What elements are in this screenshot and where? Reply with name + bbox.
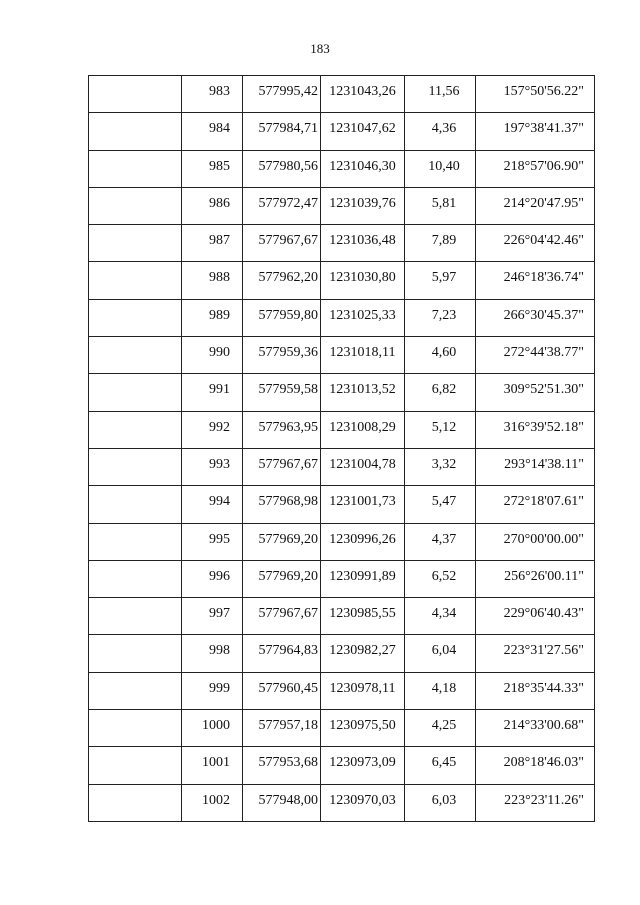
empty-cell [89,225,182,262]
x-coordinate-value: 577948,00 [258,792,318,808]
point-number-value: 983 [209,84,230,99]
point-number-value: 995 [209,531,230,547]
y-coordinate-value: 1231004,78 [329,456,396,472]
x-coordinate-cell [243,187,321,224]
direction-angle-cell [476,225,595,262]
direction-angle-cell [476,150,595,187]
point-number-value: 1002 [202,792,230,808]
direction-angle-value: 272°44'38.77" [503,345,584,361]
distance-cell [405,784,476,821]
point-number-cell [182,710,243,747]
y-coordinate-cell [321,187,405,224]
x-coordinate-value: 577969,20 [258,568,318,584]
direction-angle-value: 270°00'00.00" [503,531,584,547]
y-coordinate-cell [321,411,405,448]
direction-angle-value: 229°06'40.43" [503,606,584,622]
direction-angle-value: 272°18'07.61" [503,494,584,510]
direction-angle-cell [476,448,595,485]
point-number-cell [182,299,243,336]
direction-angle-value: 197°38'41.37" [503,121,584,137]
table-row [89,672,595,709]
direction-angle-value: 223°23'11.26" [504,792,584,808]
x-coordinate-value: 577959,80 [258,307,318,323]
empty-cell [89,113,182,150]
empty-cell [89,411,182,448]
distance-value: 6,52 [431,568,457,584]
y-coordinate-value: 1230975,50 [329,718,396,734]
empty-cell [89,635,182,672]
x-coordinate-cell [243,598,321,635]
table-row [89,448,595,485]
distance-value: 7,23 [431,307,457,323]
table-row [89,150,595,187]
y-coordinate-value: 1231008,29 [329,419,396,435]
coordinates-table [88,75,595,822]
distance-value: 5,12 [431,419,457,435]
table-row [89,187,595,224]
distance-cell [405,523,476,560]
point-number-value: 1001 [202,755,230,771]
y-coordinate-value: 1230996,26 [329,531,396,547]
direction-angle-cell [476,76,595,113]
empty-cell [89,598,182,635]
distance-cell [405,262,476,299]
y-coordinate-cell [321,710,405,747]
y-coordinate-value: 1230985,55 [329,606,396,622]
empty-cell [89,76,182,113]
direction-angle-value: 309°52'51.30" [503,382,584,398]
point-number-cell [182,784,243,821]
direction-angle-cell [476,411,595,448]
x-coordinate-value: 577959,36 [258,345,318,361]
y-coordinate-value: 1231047,62 [329,121,396,137]
y-coordinate-cell [321,523,405,560]
distance-value: 4,37 [431,531,457,547]
x-coordinate-cell [243,523,321,560]
table-row [89,747,595,784]
table-row [89,635,595,672]
point-number-cell [182,747,243,784]
point-number-value: 987 [209,233,230,249]
y-coordinate-cell [321,747,405,784]
distance-cell [405,150,476,187]
x-coordinate-value: 577984,71 [258,121,318,137]
direction-angle-value: 246°18'36.74" [503,270,584,286]
table-row [89,486,595,523]
distance-cell [405,76,476,113]
distance-cell [405,710,476,747]
direction-angle-cell [476,486,595,523]
distance-value: 4,36 [431,121,457,137]
point-number-cell [182,76,243,113]
x-coordinate-cell [243,374,321,411]
x-coordinate-cell [243,635,321,672]
x-coordinate-value: 577980,56 [258,158,318,174]
x-coordinate-value: 577962,20 [258,270,318,286]
empty-cell [89,560,182,597]
table-row [89,374,595,411]
y-coordinate-cell [321,672,405,709]
direction-angle-value: 214°33'00.68" [503,718,584,734]
x-coordinate-cell [243,225,321,262]
distance-cell [405,113,476,150]
distance-value: 4,25 [431,718,457,734]
point-number-cell [182,374,243,411]
y-coordinate-value: 1230991,89 [329,568,396,584]
point-number-value: 994 [209,494,230,510]
empty-cell [89,150,182,187]
point-number-value: 999 [209,680,230,696]
x-coordinate-value: 577960,45 [258,680,318,696]
x-coordinate-value: 577968,98 [258,494,318,510]
point-number-value: 988 [209,270,230,286]
empty-cell [89,374,182,411]
point-number-value: 990 [209,345,230,361]
empty-cell [89,337,182,374]
y-coordinate-cell [321,76,405,113]
distance-cell [405,747,476,784]
direction-angle-cell [476,672,595,709]
direction-angle-cell [476,113,595,150]
x-coordinate-value: 577967,67 [258,606,318,622]
direction-angle-value: 293°14'38.11" [504,456,584,472]
x-coordinate-value: 577995,42 [258,84,318,99]
table-row [89,710,595,747]
direction-angle-cell [476,598,595,635]
distance-value: 5,81 [431,195,457,211]
point-number-value: 984 [209,121,230,137]
empty-cell [89,710,182,747]
y-coordinate-cell [321,113,405,150]
x-coordinate-cell [243,747,321,784]
y-coordinate-cell [321,299,405,336]
y-coordinate-value: 1231001,73 [329,494,396,510]
x-coordinate-value: 577972,47 [258,195,318,211]
empty-cell [89,672,182,709]
coordinates-table-body [89,76,595,822]
y-coordinate-cell [321,150,405,187]
x-coordinate-value: 577967,67 [258,456,318,472]
point-number-cell [182,560,243,597]
distance-cell [405,560,476,597]
empty-cell [89,747,182,784]
y-coordinate-value: 1230973,09 [329,755,396,771]
point-number-value: 991 [209,382,230,398]
x-coordinate-value: 577959,58 [258,382,318,398]
y-coordinate-value: 1231043,26 [329,84,396,99]
y-coordinate-cell [321,635,405,672]
y-coordinate-value: 1231030,80 [329,270,396,286]
y-coordinate-cell [321,337,405,374]
empty-cell [89,784,182,821]
distance-cell [405,598,476,635]
point-number-cell [182,486,243,523]
x-coordinate-value: 577963,95 [258,419,318,435]
y-coordinate-cell [321,225,405,262]
direction-angle-cell [476,747,595,784]
direction-angle-value: 266°30'45.37" [503,307,584,323]
table-row [89,262,595,299]
y-coordinate-cell [321,374,405,411]
y-coordinate-cell [321,448,405,485]
distance-value: 6,82 [431,382,457,398]
point-number-cell [182,411,243,448]
direction-angle-value: 218°57'06.90" [503,158,584,174]
distance-value: 4,60 [431,345,457,361]
point-number-cell [182,225,243,262]
distance-value: 4,34 [431,606,457,622]
point-number-cell [182,113,243,150]
table-row [89,225,595,262]
x-coordinate-cell [243,672,321,709]
page-number: 183 [310,41,330,56]
direction-angle-cell [476,560,595,597]
y-coordinate-value: 1231039,76 [329,195,396,211]
x-coordinate-cell [243,299,321,336]
y-coordinate-value: 1230970,03 [329,792,396,808]
point-number-cell [182,150,243,187]
direction-angle-value: 218°35'44.33" [503,680,584,696]
y-coordinate-cell [321,486,405,523]
table-row [89,113,595,150]
point-number-cell [182,598,243,635]
distance-value: 4,18 [431,680,457,696]
point-number-cell [182,262,243,299]
point-number-cell [182,672,243,709]
table-row [89,560,595,597]
y-coordinate-value: 1231036,48 [329,233,396,249]
empty-cell [89,187,182,224]
y-coordinate-cell [321,598,405,635]
direction-angle-value: 223°31'27.56" [503,643,584,659]
distance-value: 6,03 [431,792,457,808]
distance-cell [405,672,476,709]
direction-angle-value: 157°50'56.22" [503,84,584,99]
direction-angle-value: 214°20'47.95" [503,195,584,211]
x-coordinate-value: 577967,67 [258,233,318,249]
y-coordinate-value: 1231046,30 [329,158,396,174]
y-coordinate-value: 1230978,11 [329,680,396,696]
distance-value: 5,47 [431,494,457,510]
distance-cell [405,448,476,485]
empty-cell [89,299,182,336]
point-number-value: 997 [209,606,230,622]
x-coordinate-cell [243,560,321,597]
distance-cell [405,299,476,336]
empty-cell [89,486,182,523]
point-number-cell [182,337,243,374]
distance-cell [405,411,476,448]
direction-angle-value: 256°26'00.11" [504,568,584,584]
point-number-cell [182,187,243,224]
x-coordinate-cell [243,784,321,821]
point-number-cell [182,635,243,672]
direction-angle-cell [476,523,595,560]
x-coordinate-cell [243,150,321,187]
point-number-value: 986 [209,195,230,211]
distance-value: 10,40 [428,158,460,174]
point-number-value: 985 [209,158,230,174]
table-row [89,411,595,448]
direction-angle-cell [476,784,595,821]
point-number-value: 996 [209,568,230,584]
x-coordinate-cell [243,337,321,374]
x-coordinate-cell [243,486,321,523]
distance-cell [405,635,476,672]
x-coordinate-value: 577957,18 [258,718,318,734]
direction-angle-cell [476,262,595,299]
table-row [89,784,595,821]
point-number-value: 989 [209,307,230,323]
y-coordinate-value: 1231025,33 [329,307,396,323]
table-row [89,523,595,560]
distance-cell [405,486,476,523]
distance-cell [405,187,476,224]
direction-angle-cell [476,187,595,224]
empty-cell [89,523,182,560]
y-coordinate-value: 1231018,11 [329,345,396,361]
point-number-value: 992 [209,419,230,435]
direction-angle-value: 316°39'52.18" [503,419,584,435]
y-coordinate-cell [321,262,405,299]
x-coordinate-cell [243,76,321,113]
distance-value: 6,45 [431,755,457,771]
x-coordinate-cell [243,411,321,448]
point-number-cell [182,448,243,485]
direction-angle-cell [476,635,595,672]
y-coordinate-cell [321,784,405,821]
direction-angle-cell [476,710,595,747]
table-row [89,598,595,635]
direction-angle-value: 208°18'46.03" [503,755,584,771]
distance-cell [405,374,476,411]
empty-cell [89,448,182,485]
y-coordinate-value: 1230982,27 [329,643,396,659]
distance-value: 5,97 [431,270,457,286]
table-row [89,299,595,336]
table-row [89,337,595,374]
x-coordinate-cell [243,113,321,150]
distance-cell [405,225,476,262]
distance-value: 11,56 [428,84,460,99]
x-coordinate-value: 577964,83 [258,643,318,659]
point-number-value: 993 [209,456,230,472]
table-row [89,76,595,113]
point-number-value: 1000 [202,718,230,734]
direction-angle-cell [476,337,595,374]
x-coordinate-value: 577953,68 [258,755,318,771]
x-coordinate-cell [243,710,321,747]
distance-cell [405,337,476,374]
x-coordinate-cell [243,448,321,485]
y-coordinate-value: 1231013,52 [329,382,396,398]
direction-angle-value: 226°04'42.46" [503,233,584,249]
x-coordinate-value: 577969,20 [258,531,318,547]
distance-value: 3,32 [431,456,457,472]
point-number-cell [182,523,243,560]
distance-value: 6,04 [431,643,457,659]
empty-cell [89,262,182,299]
distance-value: 7,89 [431,233,457,249]
direction-angle-cell [476,374,595,411]
point-number-value: 998 [209,643,230,659]
x-coordinate-cell [243,262,321,299]
direction-angle-cell [476,299,595,336]
y-coordinate-cell [321,560,405,597]
